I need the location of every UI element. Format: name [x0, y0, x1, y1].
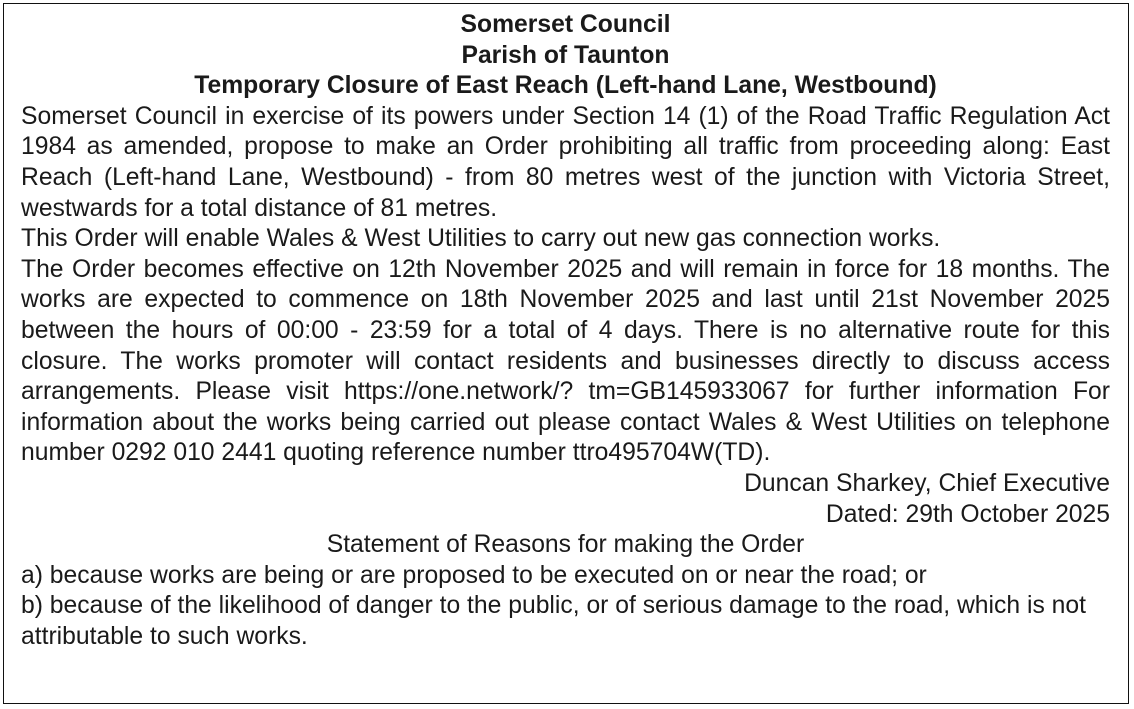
authority-heading: Somerset Council — [460, 11, 671, 38]
notice-title: Temporary Closure of East Reach (Left-hand Lane, Westbound) — [194, 72, 937, 100]
public-notice — [3, 3, 1129, 704]
reasons-heading: Statement of Reasons for making the Order — [326, 531, 805, 559]
reason-a: a) because works are being or are proposed to be executed on or near the road; or — [21, 561, 927, 589]
parish-heading: Parish of Taunton — [461, 41, 670, 69]
details-paragraph: The Order becomes effective on 12th November 2025 and will remain in force for 18 months. The works are expected to commence on 18th November 2025 and last until 21st November 2025 between the hours of 00:00 - 23:59 for a total of 4 days. There is no alternative route for this closure. The works promoter will contact residents and businesses directly to discuss access arrangements. Please visit https://one.network/? tm=GB145933067 for further information For information about the works being carried out please contact Wales & West Utilities on telephone number 0292 010 2441 quoting reference number ttro495704W(TD). — [21, 255, 1110, 467]
order-paragraph: Somerset Council in exercise of its powers under Section 14 (1) of the Road Traffic Regulation Act 1984 as amended, propose to make an Order prohibiting all traffic from proceeding along: East Reach (Left-hand Lane, Westbound) - from 80 metres west of the junction with Victoria Street, westwards for a total distance of 81 metres. — [21, 102, 1110, 222]
purpose-paragraph: This Order will enable Wales & West Utilities to carry out new gas connection works. — [21, 225, 941, 253]
signatory: Duncan Sharkey, Chief Executive — [744, 469, 1110, 497]
date-line: Dated: 29th October 2025 — [825, 500, 1110, 528]
reason-b: b) because of the likelihood of danger to the public, or of serious damage to the road, which is not attributable to such works. — [21, 592, 1086, 650]
